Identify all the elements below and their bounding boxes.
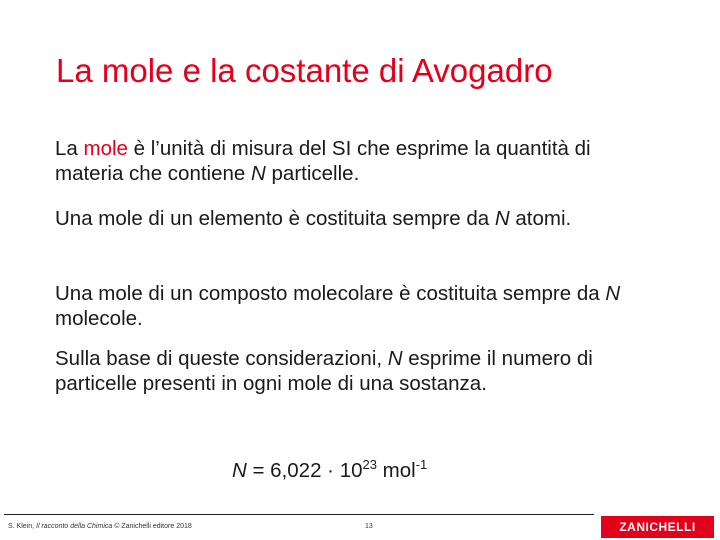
slide-title: La mole e la costante di Avogadro bbox=[56, 52, 553, 89]
footer bbox=[0, 514, 720, 540]
footer-divider bbox=[4, 514, 594, 515]
footer-credit: S. Klein, Il racconto della Chimica © Zanichelli editore 2018 bbox=[8, 523, 192, 530]
page-number: 13 bbox=[365, 523, 373, 530]
zanichelli-logo: ZANICHELLI bbox=[601, 516, 714, 538]
paragraph-element: Una mole di un elemento è costituita sempre da N atomi. bbox=[55, 207, 572, 230]
paragraph-conclusion: Sulla base di queste considerazioni, N esprime il numero di particelle presenti in ogni mole di una sostanza. bbox=[55, 347, 593, 395]
paragraph-mole-definition: La mole è l’unità di misura del SI che esprime la quantità di materia che contiene N particelle. bbox=[55, 137, 591, 185]
paragraph-compound: Una mole di un composto molecolare è costituita sempre da N molecole. bbox=[55, 282, 621, 330]
avogadro-formula: $N = 6,022 \cdot 10^{23}$ mol$^{-1}$ bbox=[232, 457, 428, 482]
mole-highlight: mole bbox=[83, 137, 128, 160]
